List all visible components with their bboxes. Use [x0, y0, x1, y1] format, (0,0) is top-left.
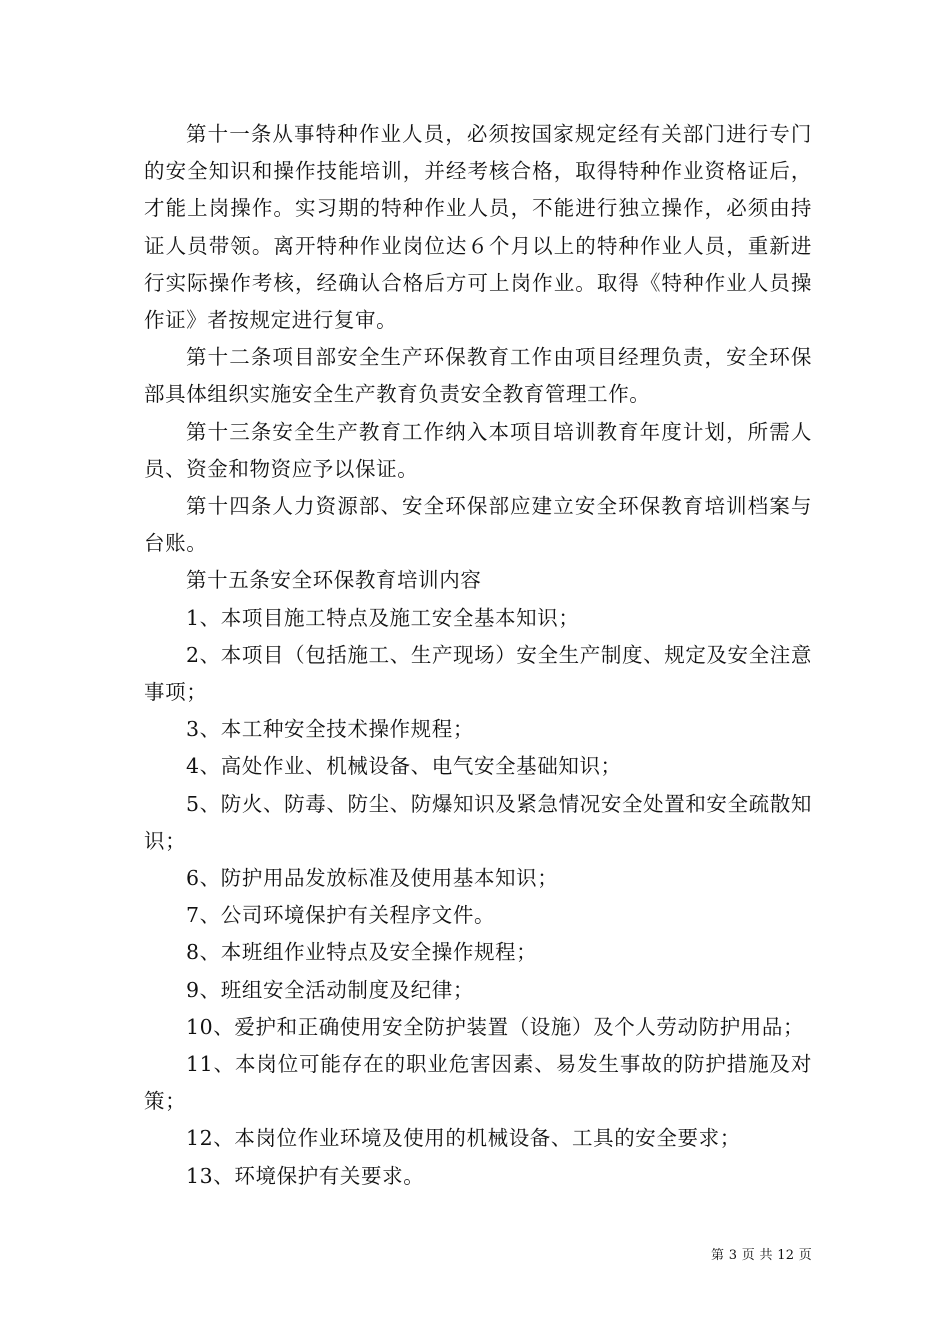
article-12-paragraph: 第十二条项目部安全生产环保教育工作由项目经理负责，安全环保部具体组织实施安全生产教育负责安全教育管理工作。 — [144, 345, 812, 407]
training-item-11: 11、本岗位可能存在的职业危害因素、易发生事故的防护措施及对策； — [144, 1052, 812, 1114]
training-item-13: 13、环境保护有关要求。 — [186, 1163, 425, 1188]
article-13-paragraph: 第十三条安全生产教育工作纳入本项目培训教育年度计划，所需人员、资金和物资应予以保证。 — [144, 419, 812, 481]
article-14-paragraph: 第十四条人力资源部、安全环保部应建立安全环保教育培训档案与台账。 — [144, 494, 812, 556]
training-item-8: 8、本班组作业特点及安全操作规程； — [186, 940, 538, 965]
training-item-6: 6、防护用品发放标准及使用基本知识； — [186, 866, 559, 891]
document-body — [144, 116, 812, 1195]
training-item-7: 7、公司环境保护有关程序文件。 — [186, 903, 496, 928]
training-item-3: 3、本工种安全技术操作规程； — [186, 717, 474, 742]
article-15-heading: 第十五条安全环保教育培训内容 — [186, 568, 482, 593]
training-item-10: 10、爱护和正确使用安全防护装置（设施）及个人劳动防护用品； — [186, 1014, 805, 1039]
training-item-5: 5、防火、防毒、防尘、防爆知识及紧急情况安全处置和安全疏散知识； — [144, 791, 812, 853]
training-item-9: 9、班组安全活动制度及纪律； — [186, 977, 474, 1002]
training-item-1: 1、本项目施工特点及施工安全基本知识； — [186, 605, 580, 630]
page-number-footer: 第 3 页 共 12 页 — [711, 1248, 813, 1263]
training-item-4: 4、高处作业、机械设备、电气安全基础知识； — [186, 754, 622, 779]
article-11-paragraph: 第十一条从事特种作业人员，必须按国家规定经有关部门进行专门的安全知识和操作技能培训，并经考核合格，取得特种作业资格证后，才能上岗操作。实习期的特种作业人员，不能进行独立操作，必须由持证人员带领。离开特种作业岗位达６个月以上的特种作业人员，重新进行实际操作考核，经确认合格后方可上岗作业。取得《特种作业人员操作证》者按规定进行复审。 — [144, 122, 812, 333]
training-item-12: 12、本岗位作业环境及使用的机械设备、工具的安全要求； — [186, 1126, 741, 1151]
training-item-2: 2、本项目（包括施工、生产现场）安全生产制度、规定及安全注意事项； — [144, 642, 812, 705]
